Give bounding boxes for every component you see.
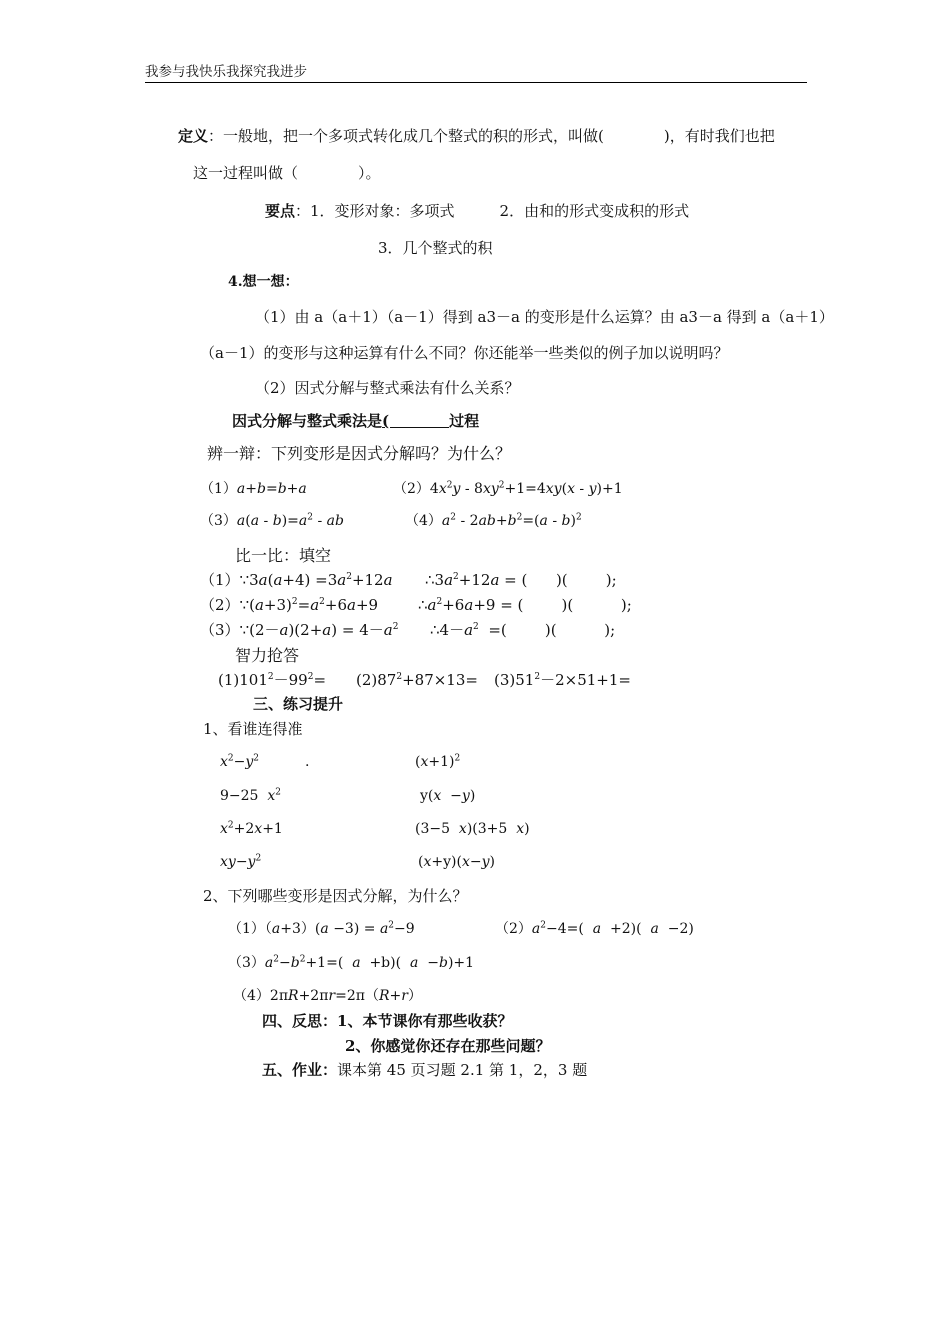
item-number: （2）	[200, 596, 240, 614]
think-conclusion	[232, 412, 479, 430]
definition-text-1: ：一般地，把一个多项式转化成几个整式的积的形式，叫做( )，有时我们也把	[208, 127, 775, 145]
quick-q1: $(1)101^2-99^2=$	[218, 671, 327, 689]
conclusion-blank: (	[382, 412, 450, 430]
compare-row-1: （1）∵3a(a+4) $=3a^2+12a$	[200, 571, 393, 589]
compare-row-2-answer: $\therefore a^2+6a+9$ = ( )( );	[418, 596, 632, 614]
practice-heading: 三、练习提升	[253, 695, 344, 713]
think-q1-line-2: （a－1）的变形与这种运算有什么不同？你还能举一些类似的例子加以说明吗？	[200, 344, 729, 362]
item-number: （1）	[200, 571, 240, 589]
think-q2: （2）因式分解与整式乘法有什么关系？	[255, 379, 520, 397]
homework-label: 五、作业：	[262, 1061, 338, 1079]
compare-row-1-answer: $\therefore 3a^2+12a$ = ( )( );	[425, 571, 617, 589]
match-left-4: $xy-y^2$	[220, 853, 262, 870]
think-title: 4.想一想：	[228, 274, 299, 290]
key-points-line-3: 3．几个整式的积	[378, 239, 493, 257]
quick-title: 智力抢答	[235, 646, 300, 665]
distinguish-title: 辨一辩：下列变形是因式分解吗？为什么？	[207, 444, 512, 463]
conclusion-prefix: 因式分解与整式乘法是	[232, 412, 383, 430]
match-left-3: $x^2+2x+1$	[220, 820, 283, 837]
think-q1-line-1: （1）由 a（a＋1）（a－1）得到 a3－a 的变形是什么运算？由 a3－a 得到 a（a＋1）	[255, 308, 834, 326]
definition-label: 定义	[178, 127, 209, 145]
homework-text: 课本第 45 页习题 2.1 第 1，2，3 题	[337, 1061, 588, 1079]
compare-title: 比一比：填空	[235, 546, 332, 565]
key-points-line-1	[265, 202, 689, 220]
distinguish-item-3: $(3)a(a - b)=a^2$ - ab	[200, 512, 344, 529]
match-right-2: y(x −y)	[420, 788, 476, 804]
homework-line	[262, 1061, 587, 1079]
reflection-q2: 2、你感觉你还存在那些问题？	[345, 1037, 551, 1055]
practice-q2-title: 2、下列哪些变形是因式分解，为什么？	[203, 887, 468, 905]
practice-q2-item-1: $(1)(a+3)(a -3) = a^2-9$	[228, 920, 415, 937]
item-number: （2）	[393, 481, 430, 497]
distinguish-item-2: $(2)4x^2y - 8xy^2+1=4xy(x - y)+1$	[393, 480, 623, 497]
header-rule	[145, 82, 807, 83]
item-number: （3）	[200, 621, 240, 639]
quick-q3: $(3)51^2-2\times 51+1=$	[494, 671, 631, 689]
item-expression: a+b=b+a	[236, 481, 307, 497]
item-number: （3）	[200, 513, 237, 529]
definition-line-1	[178, 127, 775, 145]
match-left-1: $x^2-y^2$ .	[220, 753, 310, 770]
key-points-label: 要点	[265, 202, 296, 220]
compare-row-3-answer: $\therefore 4-a^2$ =( )( );	[430, 621, 616, 639]
match-right-1: $(x+1)^2$	[415, 753, 461, 770]
page-header: 我参与我快乐我探究我进步	[145, 64, 307, 80]
practice-q2-item-3: $(3)a^2-b^2+1=$( a +b)( a −b)+1	[228, 954, 475, 971]
practice-q2-item-2: $(2)a^2-4=$( a +2)( a −2)	[495, 920, 694, 937]
compare-row-2: $(2)\because(a+3)^2=a^2+6a+9$	[200, 596, 379, 614]
reflection-heading: 四、反思：1、本节课你有那些收获？	[262, 1012, 513, 1030]
practice-q2-item-4: （4）2πR+2πr=2π（R+r）	[233, 988, 422, 1004]
conclusion-suffix: 过程	[449, 412, 480, 430]
distinguish-item-1	[200, 481, 307, 498]
quick-q2: $(2)87^2+87\times 13=$	[356, 671, 478, 689]
match-right-4: (x+y)(x−y)	[418, 854, 495, 870]
key-points-text-1: ：1．变形对象：多项式 2．由和的形式变成积的形式	[295, 202, 690, 220]
practice-q1-title: 1、看谁连得准	[203, 720, 303, 738]
compare-row-3: （3）∵(2－a)(2+a) = $4-a^2$	[200, 621, 399, 639]
match-right-3: (3−5 x)(3+5 x)	[415, 821, 530, 837]
match-left-2: 9−25 $x^2$	[220, 787, 281, 804]
item-number: （1）	[200, 481, 237, 497]
item-number: （4）	[405, 513, 442, 529]
distinguish-item-4: $(4)a^2 - 2ab+b^2=(a - b)^2$	[405, 512, 582, 529]
definition-line-2: 这一过程叫做（ ）。	[193, 164, 381, 182]
